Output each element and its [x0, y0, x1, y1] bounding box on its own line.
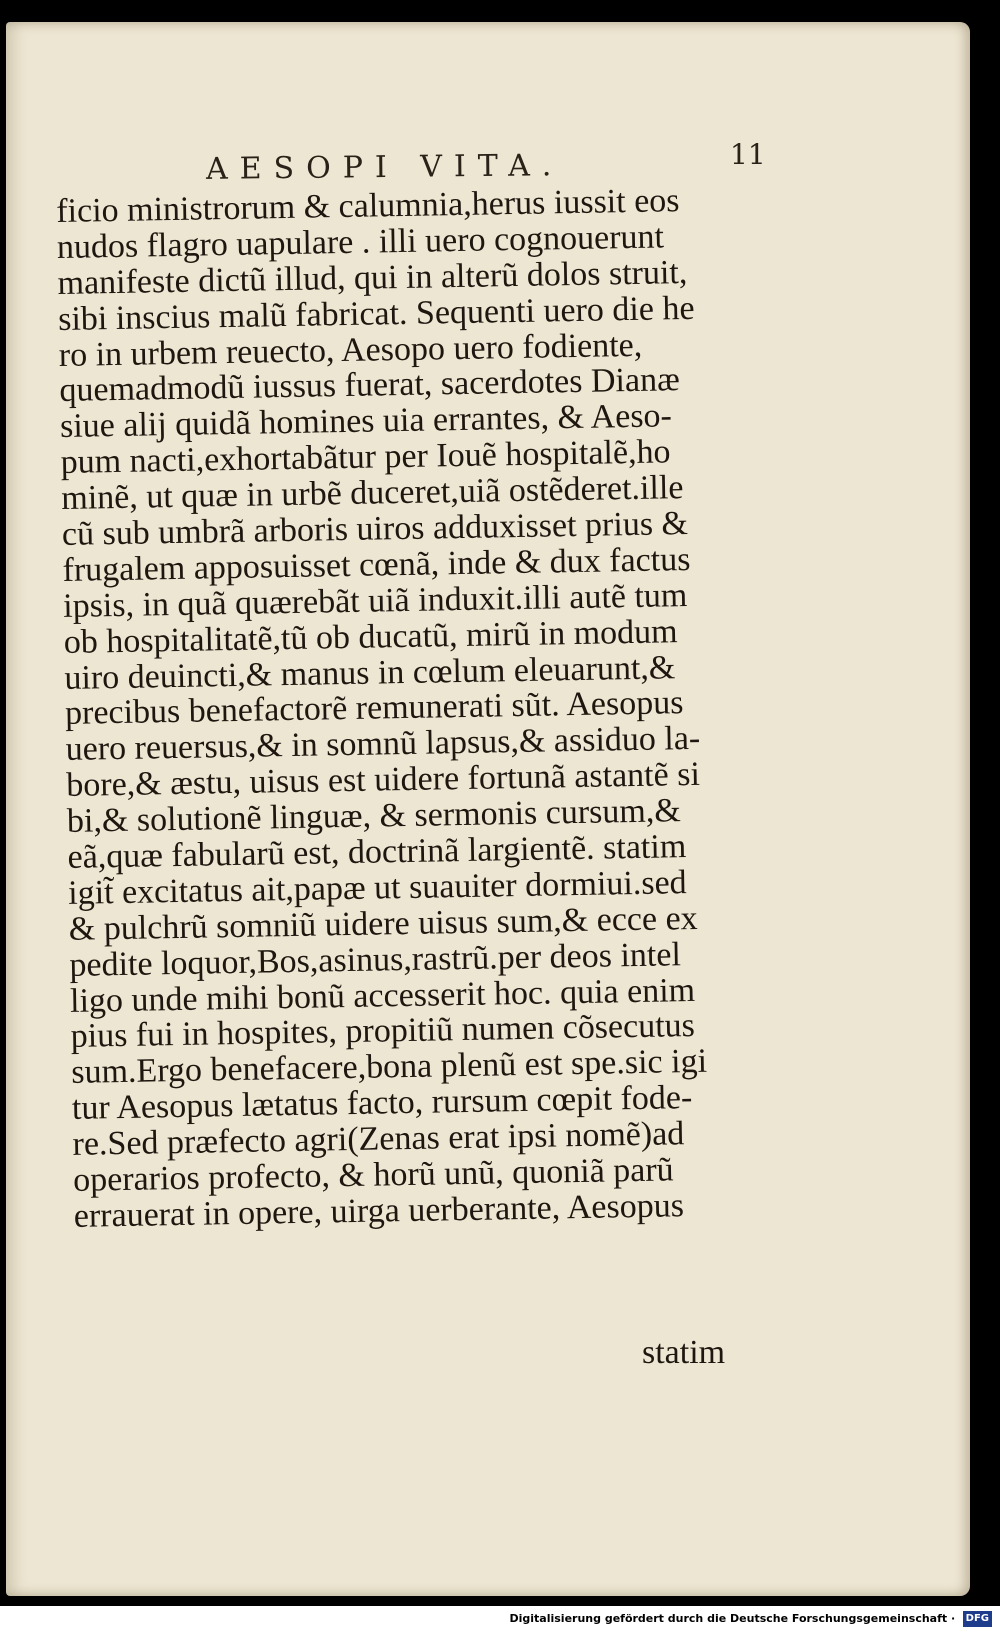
text-line: igit̃ excitatus ait,papæ ut suauiter dormiui.sed — [67, 864, 687, 912]
text-block — [56, 182, 774, 1235]
text-line: re.Sed præfecto agri(Zenas erat ipsi nomẽ)ad — [72, 1115, 685, 1164]
text-line: ipsis, in quã quærebãt uiã induxit.illi autẽ tum — [62, 576, 688, 625]
text-line: ro in urbem reuecto, Aesopo uero fodiente, — [58, 326, 643, 374]
text-line: pedite loquor,Bos,asinus,rastrũ.per deos intel — [69, 935, 682, 984]
page-number: 11 — [730, 138, 766, 171]
text-line: pius fui in hospites, propitiũ numen cõsecutus — [70, 1007, 696, 1056]
text-line: & pulchrũ somniũ uidere uisus sum,& ecce ex — [68, 899, 698, 948]
text-line: manifeste dictũ illud, qui in alterũ dolos struit, — [57, 253, 688, 302]
text-line: errauerat in opere, uirga uerberante, Aesopus — [73, 1187, 685, 1235]
text-line: ligo unde mihi bonũ accesserit hoc. quia enim — [69, 971, 696, 1020]
text-line: siue alij quidã homines uia errantes, & Aeso- — [59, 397, 673, 446]
text-line: cũ sub umbrã arboris uiros adduxisset prius & — [61, 505, 689, 553]
text-line: pum nacti,exhortabãtur per Iouẽ hospitalẽ,ho — [60, 433, 671, 482]
running-head: AESOPI VITA. — [205, 148, 564, 187]
text-line: eã,quæ fabularũ est, doctrinã largientẽ. statim — [67, 828, 687, 876]
text-line: ficio ministrorum & calumnia,herus iussit eos — [55, 182, 680, 230]
text-line: sibi inscius malũ fabricat. Sequenti uero die he — [57, 289, 695, 338]
text-line: nudos flagro uapulare . illi uero cognouerunt — [56, 218, 665, 266]
text-line: uero reuersus,& in somnũ lapsus,& assiduo la- — [65, 720, 701, 769]
book-page — [6, 22, 970, 1596]
digitization-credit-bar — [0, 1606, 1000, 1632]
text-line: precibus benefactorẽ remunerati sũt. Aesopus — [64, 684, 684, 733]
text-line: bi,& solutionẽ linguæ, & sermonis cursum,& — [66, 792, 682, 841]
text-line: tur Aesopus lætatus facto, rursum cœpit fode- — [71, 1079, 693, 1128]
text-line: ob hospitalitatẽ,tũ ob ducatũ, mirũ in modum — [63, 612, 678, 661]
digitization-credit: Digitalisierung gefördert durch die Deutsche Forschungsgemeinschaft · — [509, 1612, 956, 1625]
text-line: sum.Ergo benefacere,bona plenũ est spe.sic igi — [71, 1043, 708, 1092]
text-line: frugalem apposuisset cœnã, inde & dux factus — [62, 540, 691, 589]
text-line: quemadmodũ iussus fuerat, sacerdotes Dianæ — [59, 361, 681, 410]
catchword: statim — [642, 1334, 726, 1371]
text-line: operarios profecto, & horũ unũ, quoniã parũ — [72, 1151, 674, 1199]
text-line: minẽ, ut quæ in urbẽ duceret,uiã ostẽderet.ille — [60, 469, 684, 518]
dfg-logo-icon: DFG — [963, 1611, 992, 1627]
text-line: uiro deuincti,& manus in cœlum eleuarunt,& — [64, 648, 676, 697]
text-line: bore,& æstu, uisus est uidere fortunã astantẽ si — [66, 756, 701, 805]
